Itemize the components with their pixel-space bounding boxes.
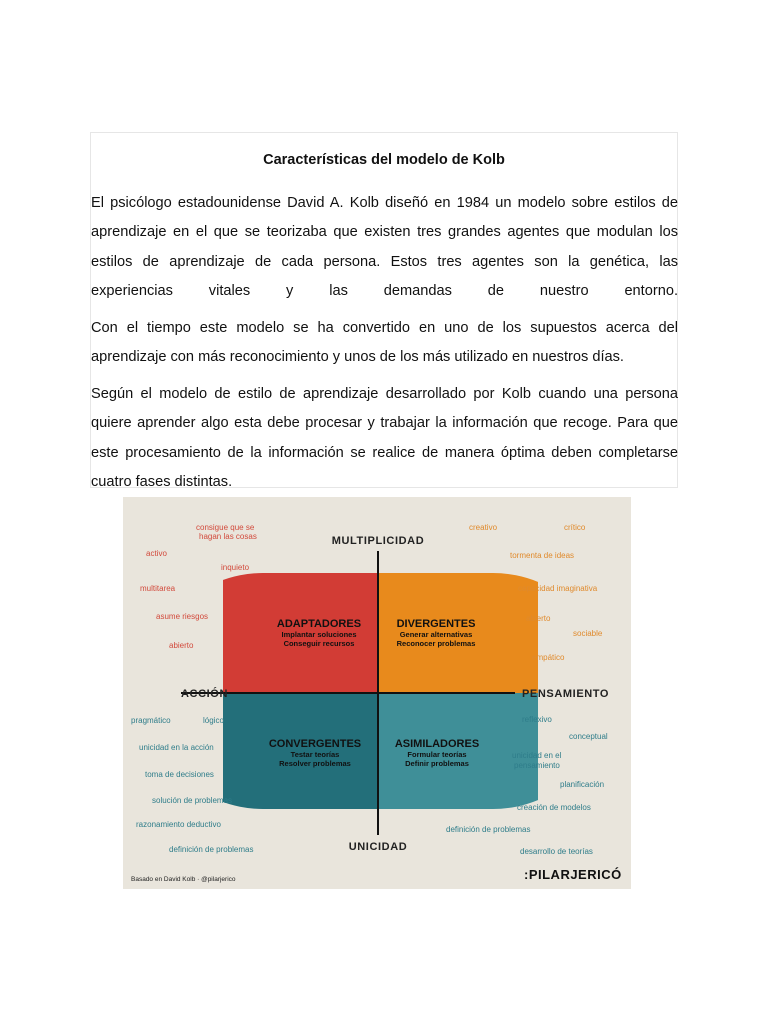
quadrant-line1-asimiladores: Formular teorías (407, 750, 467, 759)
kolb-infographic (123, 497, 631, 889)
keyword-divergentes: sociable (573, 629, 603, 638)
paragraph-phases: Según el modelo de estilo de aprendizaje desarrollado por Kolb cuando una persona quiere aprender algo esta debe procesar y trabajar la información que recoge. Para que este procesamiento de la información se realice de manera óptima deben completarse cuatro fases distintas. (91, 386, 678, 491)
text-frame (90, 132, 678, 491)
keyword-adaptadores: asume riesgos (156, 612, 209, 621)
quadrant-title-asimiladores: ASIMILADORES (394, 738, 480, 750)
axis-label-left: ACCIÓN (181, 688, 228, 700)
keyword-divergentes: creativo (469, 523, 498, 532)
keyword-adaptadores: consigue que se (196, 523, 255, 532)
keyword-convergentes: definición de problemas (169, 845, 254, 854)
quadrant-title-adaptadores: ADAPTADORES (276, 618, 362, 630)
keyword-asimiladores: creación de modelos (517, 803, 591, 812)
keyword-asimiladores: desarrollo de teorías (520, 847, 593, 856)
keyword-convergentes: solución de problemas (152, 796, 233, 805)
quadrant-line2-divergentes: Reconocer problemas (396, 639, 476, 648)
axis-label-bottom: UNICIDAD (348, 841, 408, 853)
brand-wordmark: :PILARJERICÓ (524, 867, 622, 882)
quadrant-line1-adaptadores: Implantar soluciones (281, 630, 357, 639)
quadrant-line2-asimiladores: Definir problemas (405, 759, 469, 768)
quadrant-line1-convergentes: Testar teorías (290, 750, 340, 759)
paragraph-recognition: Con el tiempo este modelo se ha convertido en uno de los supuestos acerca del aprendizaje con más reconocimiento y unos de los más utilizado en nuestros días. (91, 320, 678, 366)
keyword-convergentes: lógico (203, 716, 224, 725)
keyword-adaptadores: activo (146, 549, 167, 558)
keyword-adaptadores: hagan las cosas (199, 532, 257, 541)
paragraph-kolb-intro: El psicólogo estadounidense David A. Kolb diseñó en 1984 un modelo sobre estilos de aprendizaje en el que se teorizaba que existen tres grandes agentes que modulan los estilos de aprendizaje de cada persona. Estos tres agentes son la genética, las experiencias vitales y las demandas de nuestro entorno. (91, 195, 678, 300)
axis-label-right: PENSAMIENTO (522, 688, 610, 700)
keyword-convergentes: pragmático (131, 716, 171, 725)
quadrant-title-divergentes: DIVERGENTES (396, 618, 476, 630)
image-credit: Basado en David Kolb · @pilarjerico (131, 876, 236, 883)
keyword-convergentes: unicidad en la acción (139, 743, 214, 752)
keyword-asimiladores: reflexivo (522, 715, 552, 724)
keyword-convergentes: razonamiento deductivo (136, 820, 221, 829)
keyword-divergentes: empático (532, 653, 565, 662)
keyword-divergentes: abierto (526, 614, 551, 623)
axis-label-top: MULTIPLICIDAD (331, 535, 425, 547)
keyword-asimiladores: unicidad en el (512, 751, 562, 760)
keyword-adaptadores: abierto (169, 641, 194, 650)
quadrant-line1-divergentes: Generar alternativas (399, 630, 473, 639)
quadrant-line2-convergentes: Resolver problemas (279, 759, 351, 768)
quadrant-title-convergentes: CONVERGENTES (268, 738, 362, 750)
keyword-asimiladores: pensamiento (514, 761, 560, 770)
keyword-divergentes: crítico (564, 523, 586, 532)
keyword-asimiladores: definición de problemas (446, 825, 531, 834)
keyword-convergentes: toma de decisiones (145, 770, 214, 779)
keyword-asimiladores: planificación (560, 780, 605, 789)
keyword-divergentes: capacidad imaginativa (518, 584, 598, 593)
keyword-adaptadores: inquieto (221, 563, 250, 572)
kolb-diagram-svg (123, 497, 631, 889)
document-title: Características del modelo de Kolb (263, 152, 505, 168)
keyword-adaptadores: multitarea (140, 584, 176, 593)
keyword-asimiladores: conceptual (569, 732, 608, 741)
quadrant-line2-adaptadores: Conseguir recursos (283, 639, 355, 648)
keyword-divergentes: tormenta de ideas (510, 551, 575, 560)
